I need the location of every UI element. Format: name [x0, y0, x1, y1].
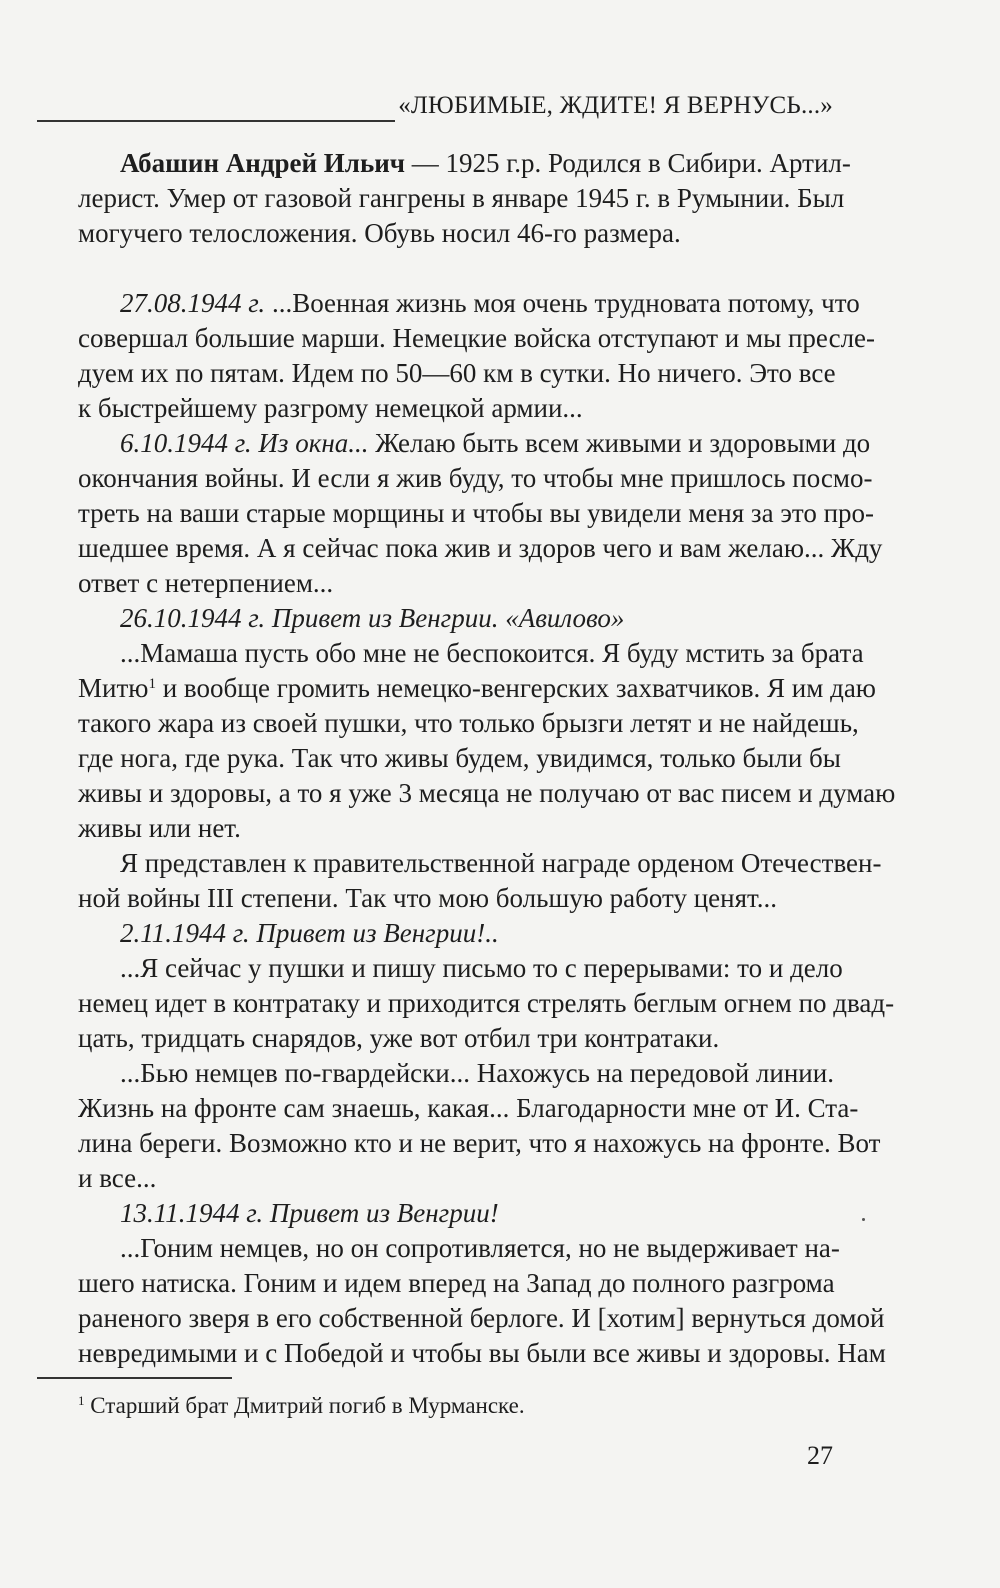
person-name: Абашин Андрей Ильич: [120, 148, 406, 178]
letter-line: Жизнь на фронте сам знаешь, какая... Благодарности мне от И. Ста-: [78, 1093, 859, 1123]
running-header: [37, 92, 833, 132]
letter-line: лина береги. Возможно кто и не верит, что я нахожусь на фронте. Вот: [78, 1128, 881, 1158]
letter-text: и вообще громить немецко-венгерских захватчиков. Я им даю: [155, 673, 876, 703]
letter-line: невредимыми и с Победой и чтобы вы были все живы и здоровы. Нам: [78, 1338, 886, 1368]
letter-line: [78, 671, 876, 706]
letter-line: окончания войны. И если я жив буду, то чтобы мне пришлось посмо-: [78, 463, 873, 493]
letter-heading: 13.11.1944 г. Привет из Венгрии!: [120, 1198, 499, 1228]
letter-line: и все...: [78, 1163, 157, 1193]
letter-line: живы или нет.: [78, 813, 241, 843]
letter-heading: 26.10.1944 г. Привет из Венгрии. «Авилово»: [120, 603, 625, 633]
letter-line: ...Я сейчас у пушки и пишу письмо то с перерывами: то и дело: [120, 953, 843, 983]
footnote-reference: 1: [148, 676, 156, 692]
letter-line: треть на ваши старые морщины и чтобы вы увидели меня за это про-: [78, 498, 875, 528]
letter-line: совершал большие марши. Немецкие войска отступают и мы пресле-: [78, 323, 876, 353]
letter-line: шедшее время. А я сейчас пока жив и здоров чего и вам желаю... Жду: [78, 533, 883, 563]
letter-line: цать, тридцать снарядов, уже вот отбил три контратаки.: [78, 1023, 720, 1053]
letter-line: такого жара из своей пушки, что только брызги летят и не найдешь,: [78, 708, 859, 738]
biography-line: [78, 146, 851, 181]
letter-line: ной войны III степени. Так что мою большую работу ценят...: [78, 883, 778, 913]
letter-line: [78, 426, 871, 461]
biography-text: — 1925 г.р. Родился в Сибири. Артил-: [405, 148, 851, 178]
letter-line: ответ с нетерпением...: [78, 568, 334, 598]
body-text: [78, 146, 896, 1371]
letter-line: дуем их по пятам. Идем по 50—60 км в сутки. Но ничего. Это все: [78, 358, 836, 388]
footnote: [78, 1392, 525, 1420]
letter-text: Желаю быть всем живыми и здоровыми до: [368, 428, 871, 458]
letter-date: 27.08.1944 г.: [120, 288, 266, 318]
letter-heading: 2.11.1944 г. Привет из Венгрии!..: [120, 918, 499, 948]
letter-text: ...Военная жизнь моя очень трудновата потому, что: [265, 288, 860, 318]
print-speck: [862, 1218, 865, 1221]
running-title: «ЛЮБИМЫЕ, ЖДИТЕ! Я ВЕРНУСЬ...»: [398, 92, 833, 119]
letter-line: [78, 286, 860, 321]
footnote-mark: 1: [78, 1393, 85, 1408]
footnote-rule: [37, 1377, 232, 1379]
letter-line: шего натиска. Гоним и идем вперед на Запад до полного разгрома: [78, 1268, 835, 1298]
page-number: 27: [807, 1441, 833, 1470]
letter-line: к быстрейшему разгрому немецкой армии...: [78, 393, 583, 423]
letter-text: Митю: [78, 673, 149, 703]
footnote-text: Старший брат Дмитрий погиб в Мурманске.: [84, 1393, 525, 1418]
letter-line: немец идет в контратаку и приходится стрелять беглым огнем по двад-: [78, 988, 895, 1018]
letter-line: раненого зверя в его собственной берлоге. И [хотим] вернуться домой: [78, 1303, 885, 1333]
letter-line: ...Гоним немцев, но он сопротивляется, но не выдерживает на-: [120, 1233, 840, 1263]
header-rule: [37, 120, 395, 122]
letter-line: ...Мамаша пусть обо мне не беспокоится. Я буду мстить за брата: [120, 638, 864, 668]
letter-date: 6.10.1944 г. Из окна...: [120, 428, 369, 458]
biography-line: лерист. Умер от газовой гангрены в январе 1945 г. в Румынии. Был: [78, 183, 845, 213]
letter-line: где нога, где рука. Так что живы будем, увидимся, только были бы: [78, 743, 841, 773]
letter-line: ...Бью немцев по-гвардейски... Нахожусь на передовой линии.: [120, 1058, 834, 1088]
letter-line: Я представлен к правительственной награде орденом Отечествен-: [120, 848, 882, 878]
letter-line: живы и здоровы, а то я уже 3 месяца не получаю от вас писем и думаю: [78, 778, 896, 808]
biography-line: могучего телосложения. Обувь носил 46-го размера.: [78, 218, 681, 248]
